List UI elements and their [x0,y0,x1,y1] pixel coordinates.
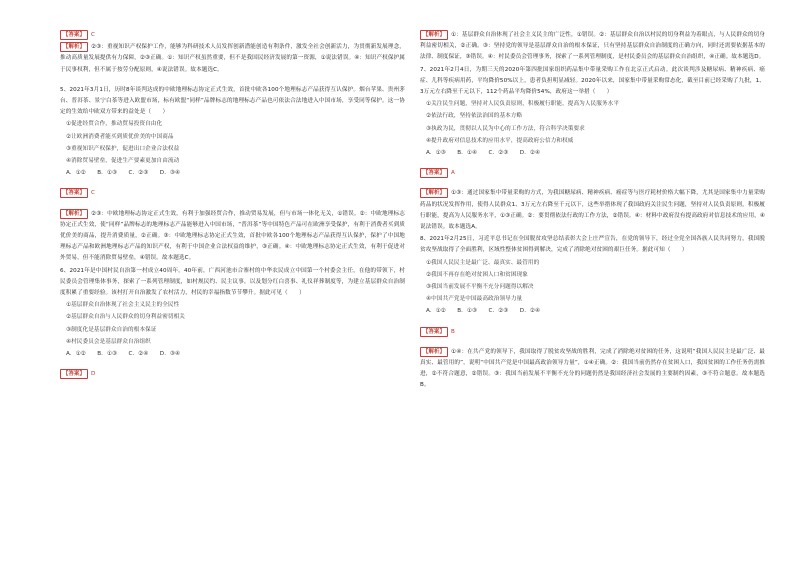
answer-tag: 【答案】 [60,30,88,40]
spacer [420,319,765,327]
option: ②基层群众自治与人民群众的切身利益密切相关 [66,314,185,321]
answer-choices: A．①② B．①③ C．②③ D．③④ [66,170,181,177]
option: ①促进经贸合作，推动贸易投资自由化 [66,121,163,128]
question-stem: 6、2021年是中国村民自治第一村成立40周年。40年前，广西河池市合寨村的中华农民成立中国第一个村委会主任，在他的带领下，村民委员会管理集体事务，探索了一系列管理制度，如村规民约、民主议事，以及划分红白喜事、礼仪祥葬制度等，为建立基层群众自治制度积累了重要经验。该村打开自治激发了农村活力，村民的幸福指数节节攀升。据此可见（ ） [60,267,405,297]
option: ④中国共产党是中国最高政治领导力量 [426,296,523,303]
spacer [60,201,405,209]
option: ③执政为民，贯彻以人民为中心的工作方法，符合科学决策要求 [426,125,585,132]
answer-value: B [450,328,455,335]
option: ④消除贸易壁垒，促进生产要素更加自由流动 [66,158,180,165]
answer-choices: A．①② B．①③ C．②③ D．②④ [426,308,541,315]
option: ④村民委员会是基层群众自治组织 [66,338,151,345]
spacer [420,339,765,347]
answer-line [60,188,405,199]
explanation-tag: 【解析】 [60,42,88,52]
answer-tag: 【答案】 [60,188,88,198]
option: ③我国当前发展不平衡不充分问题得以解决 [426,284,534,291]
option: ①我国人民民主是最广泛、最真实、最管用的 [426,259,540,266]
left-column [60,30,405,381]
answer-line [420,168,765,179]
explanation [60,42,405,76]
answer-choices: A．①② B．①③ C．②④ D．③④ [66,351,181,358]
explanation [420,347,765,392]
explanation-tag: 【解析】 [420,188,448,198]
explanation-tag: 【解析】 [420,347,448,357]
explanation-tag: 【解析】 [420,30,448,40]
answer-tag: 【答案】 [420,327,448,337]
explanation [60,209,405,265]
answer-line [60,369,405,380]
option: ②我国不再存在绝对贫困人口和贫困现象 [426,271,528,278]
answer-tag: 【答案】 [60,369,88,379]
answer-value: C [90,32,95,38]
explanation-text: ①④：在共产党的领导下，我国取得了脱贫攻坚战的胜利，完成了消除绝对贫困的任务，这说明“我国人民民主是最广泛、最真实、最管用的”，说明“中国共产党是中国最高政治领导力量”，①④正确。②：我国当前仍然存在贫困人口，我国贫困的工作任务仍需推进，②不符合题意，②错误。③：我国当前发展不平衡不充分的问题仍然是我国经济社会发展的主要制约因素，③不符合题意。故本题选B。 [420,348,765,389]
question-stem: 7、2021年2月4日，为期三天的2020年第四批国家组织药品集中带量采购工作在北京正式启动。此次谈判涉及糖尿病、精神疾病、癌症、儿科等疾病用药，平均降价50%以上，患者负担明显减轻。2020年以来，国家集中带量采购常态化，截至目前已经采购了九批，1、3万元左右降至千元以下，112个药品平均降价54%，政府这一举措（ ） [420,66,765,96]
answer-line [60,30,405,41]
explanation-text: ②③：中欧地理标志协定正式生效，有利于加强经贸合作，推动贸易发展，但与市场一体化无关，①错误。②：中欧地理标志协定正式生效，使“同样”品牌标志的地理标志产品能够进入中国市场，“普洱茶”等中国特色产品可在欧洲享受保护，有利于消费者买到质优价美的商品，提升消费质量，②正确。③：中欧地理标志协定正式生效，首批中欧各100个地理标志产品获得互认保护，保护了中国地理标志产品和欧洲地理标志产品的知识产权，有利于中国企业合法权益的维护，③正确。④：中欧地理标志协定正式生效，有利于促进对外贸易，但不能消除贸易壁垒，④错误。故本题选C。 [60,210,405,262]
explanation-text: ①：基层群众自治体现了社会主义民主的广泛性，①错误。②：基层群众自治以村民的切身利益为着眼点，与人民群众的切身利益密切相关，②正确。③：坚持党的领导是基层群众自治的根本保证，只有坚持基层群众自治制度的正确方向，同时还需要依据基本的法律、制度保证，③错误。④：村民委员会管理事务，探索了一系列管理制度，是村民委员会的基层群众自治组织，④正确。故本题选D。 [420,32,765,61]
spacer [60,77,405,85]
option: ①基层群众自治体现了社会主义民主的全民性 [66,302,180,309]
answer-value: A [450,170,455,177]
answer-line [420,327,765,338]
answer-value: D [90,371,96,378]
right-column [420,30,765,393]
spacer [420,160,765,168]
explanation-text: ①③：通过国家集中带量采购的方式，为我国糖尿病、精神疾病、癌症等与医疗耗材价格大幅下降，尤其是国家集中力量采购药品的状况发挥作用，使得人民群众1、3万元左右降至千元以下，这些举措体现了我国政府关注民生问题，坚持对人民负责原则，积极履行职能，提高为人民服务水平，①③正确。②：要贯彻依法行政的工作方法，②错误。④：材料中政府没有提高政府对信息技术的应用，④说法错误。故本题选A。 [420,190,765,231]
explanation [420,188,765,233]
option: ④提升政府对信息技术的应用水平，提高政府公信力和权威 [426,137,574,144]
option: ③重视知识产权保护，促进出口企业合法权益 [66,145,180,152]
spacer [60,180,405,188]
option: ①关注民生问题，坚持对人民负责原则，积极履行职能，提高为人民服务水平 [426,101,620,108]
spacer [60,361,405,369]
option: ③制度化是基层群众自治的根本保证 [66,326,157,333]
answer-tag: 【答案】 [420,168,448,178]
answer-value: C [90,190,95,197]
spacer [420,180,765,188]
question-stem: 8、2021年2月25日，习近平总书记在全国脱贫攻坚总结表彰大会上庄严宣告，在党的领导下，经过全党全国各族人民共同努力，我国脱贫攻坚战取得了全面胜利，区域性整体贫困得到解决，完成了消除绝对贫困的艰巨任务。据此可知（ ） [420,236,765,254]
explanation-tag: 【解析】 [60,209,88,219]
option: ②依法行政，坚持依法治国的基本方略 [426,113,523,120]
answer-choices: A．①③ B．①④ C．②③ D．②④ [426,150,541,157]
explanation [420,30,765,64]
question-stem: 5、2021年3月1日，历时8年谈判达成的中欧地理标志协定正式生效，首批中欧各100个地理标志产品获得互认保护。烟台苹果、贵州茅台、普洱茶、景宁白茶等进入欧盟市场，标有欧盟“同样”品牌标志的地理标志产品也可依法合法地进入中国市场，享受同等保护。这一协定的生效给中欧双方带来的益处是（ ） [60,86,405,116]
option: ②让欧洲消费者能买到质优价美的中国商品 [66,133,174,140]
explanation-text: ②③：重视知识产权保护工作，能够为科研技术人员发挥创新潜能创造有利条件，激发全社会创新活力，为贯彻新发展理念，推动高质量发展提供有力保障，②③正确。①：知识产权虽然重要，但不是我国民经济发展的第一资源，①说法错误。④：知识产权保护属于民事权利，但不属于按劳分配原则，④说法错误。故本题选C。 [60,44,405,73]
